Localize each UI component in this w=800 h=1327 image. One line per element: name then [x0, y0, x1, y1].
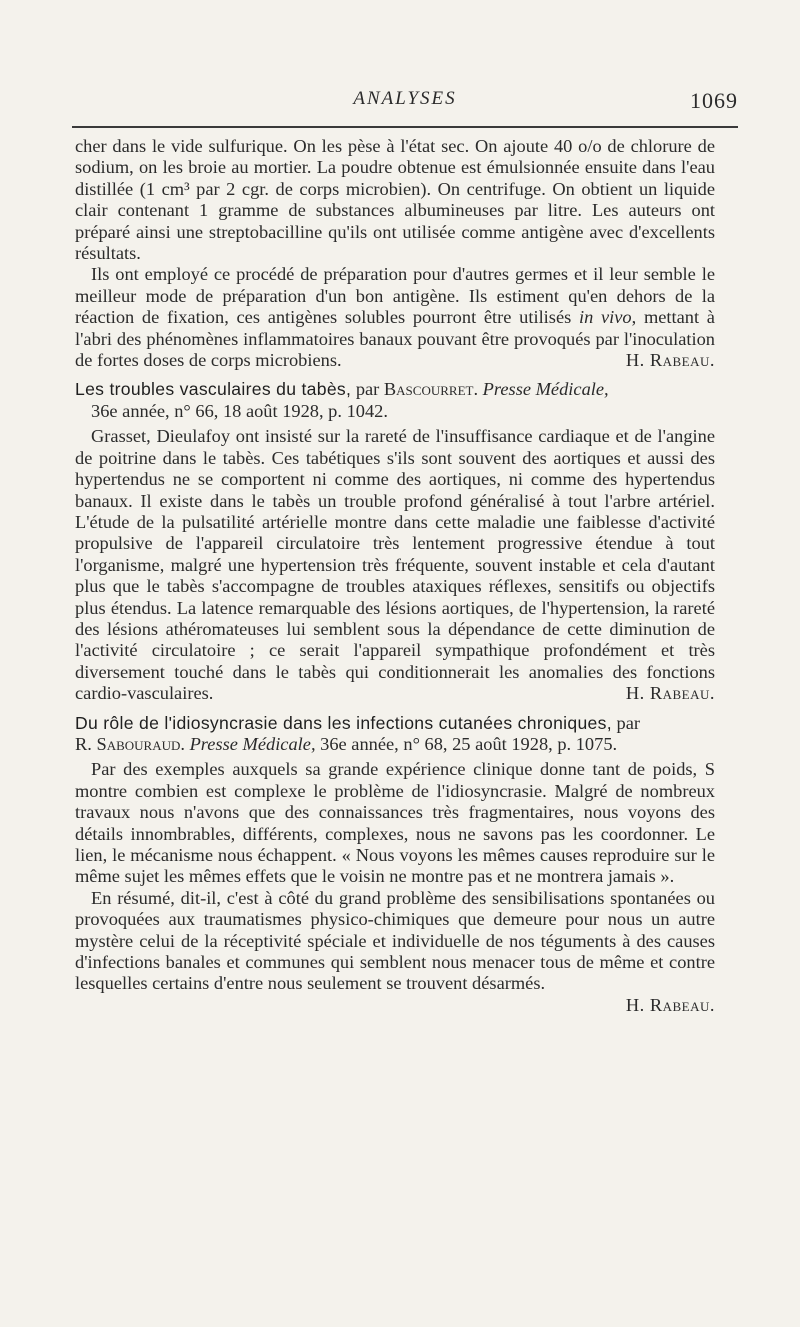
running-head — [72, 88, 738, 118]
article-body-text: Grasset, Dieulafoy ont insisté sur la rareté de l'insuffisance cardiaque et de l'angine de poitrine dans le tabès. Ces tabétiques s'ils sont souvent des aortiques et aussi des hypertendus ne se comportent ni comme des aortiques, ni comme des hypertendus banaux. Il existe dans le tabès un trouble profond généralisé à tout l'arbre artériel. L'étude de la pulsatilité artérielle montre dans cette maladie une faiblesse d'activité propulsive de l'appareil circulatoire très lentement progressive étendue à tout l'organisme, malgré une hypertension très fréquente, souvent instable et cela d'autant plus que le tabès s'accompagne de troubles ataxiques réflexes, sensitifs ou objectifs plus étendus. La latence remarquable des lésions aortiques, de l'hypertension, la rareté des lésions athéromateuses lui semblent sous la dépendance de cette diminution de l'activité circulatoire ; ce serait l'appareil sympathique profondément et très diversement touché dans le tabès qui conditionnerait les anomalies des fonctions cardio-vasculaires. — [75, 426, 715, 704]
article1-reference: 36e année, n° 66, 18 août 1928, p. 1042. — [91, 400, 388, 421]
intro-text-a: Ils ont employé ce procédé de préparation pour d'autres germes et il leur semble le meilleur mode de préparation d'un bon antigène. Ils estiment qu'en dehors de la réaction de fixation, ces antigènes solubles pourront être utilisés — [75, 264, 715, 328]
signature: H. Rabeau. — [625, 683, 715, 704]
intro-italic: in vivo — [578, 307, 632, 328]
spacer — [75, 705, 715, 713]
article-reference: 36e année, n° 68, 25 août 1928, p. 1075. — [320, 733, 618, 754]
intro-paragraph-1: cher dans le vide sulfurique. On les pèse à l'état sec. On ajoute 40 o/o de chlorure de sodium, on les broie au mortier. La poudre obtenue est émulsionnée ensuite dans l'eau distillée (1 cm³ par 2 cgr. de corps microbien). On centrifuge. On obtient un liquide clair contenant 1 gramme de substances albumineuses par litre. Les auteurs ont préparé ainsi une streptobacilline qu'ils ont utilisée comme antigène avec d'excellents résultats. — [75, 136, 715, 264]
article-by: par — [351, 379, 384, 400]
article-by: par — [611, 712, 640, 733]
article-journal: Presse Médicale, — [189, 733, 316, 754]
article2-reference — [75, 734, 715, 755]
intro-paragraph-2 — [75, 264, 715, 371]
spacer — [75, 371, 715, 379]
signature: H. Rabeau. — [625, 350, 715, 371]
article1-body — [75, 426, 715, 704]
article2-paragraph-2: En résumé, dit-il, c'est à côté du grand problème des sensibilisations spontanées ou provoquées aux traumatismes physico-chimiques que demeure pour nous un autre mystère celui de la réceptivité spéciale et individuelle de nos téguments à des causes d'infections banales et communes qui semblent nous menacer tous de même et contre lesquelles certains d'entre nous seulement se trouvent désarmés. — [75, 887, 715, 994]
page-number: 1069 — [690, 88, 738, 113]
signature: H. Rabeau. — [625, 994, 715, 1015]
page-content — [75, 136, 715, 1016]
article-author: Bascourret. — [383, 379, 479, 400]
article2-paragraph-1: Par des exemples auxquels sa grande expérience clinique donne tant de poids, S montre combien est complexe le problème de l'idiosyncrasie. Malgré de nombreux travaux nous n'avons que des connaissances très fragmentaires, nous voyons des détails innombrables, différents, complexes, nous ne savons pas les coordonner. Le lien, le mécanisme nous échappent. « Nous voyons les mêmes causes reproduire sur le même sujet les mêmes effets que le voisin ne montre pas et ne montrera jamais ». — [75, 759, 715, 887]
running-title: ANALYSES — [353, 88, 457, 109]
article-title: Du rôle de l'idiosyncrasie dans les infections cutanées chroniques, — [75, 712, 612, 733]
article-title: Les troubles vasculaires du tabès, — [75, 379, 352, 400]
article-journal: Presse Médicale, — [482, 379, 609, 400]
intro-text-b: , mettant à l'abri des phénomènes inflammatoires banaux pouvant être provoqués par l'inoculation de fortes doses de corps microbiens. — [75, 307, 715, 371]
article1-heading — [75, 379, 715, 400]
article2-heading — [75, 713, 715, 734]
header-rule — [72, 126, 738, 128]
article-author: R. Sabouraud. — [75, 733, 185, 754]
